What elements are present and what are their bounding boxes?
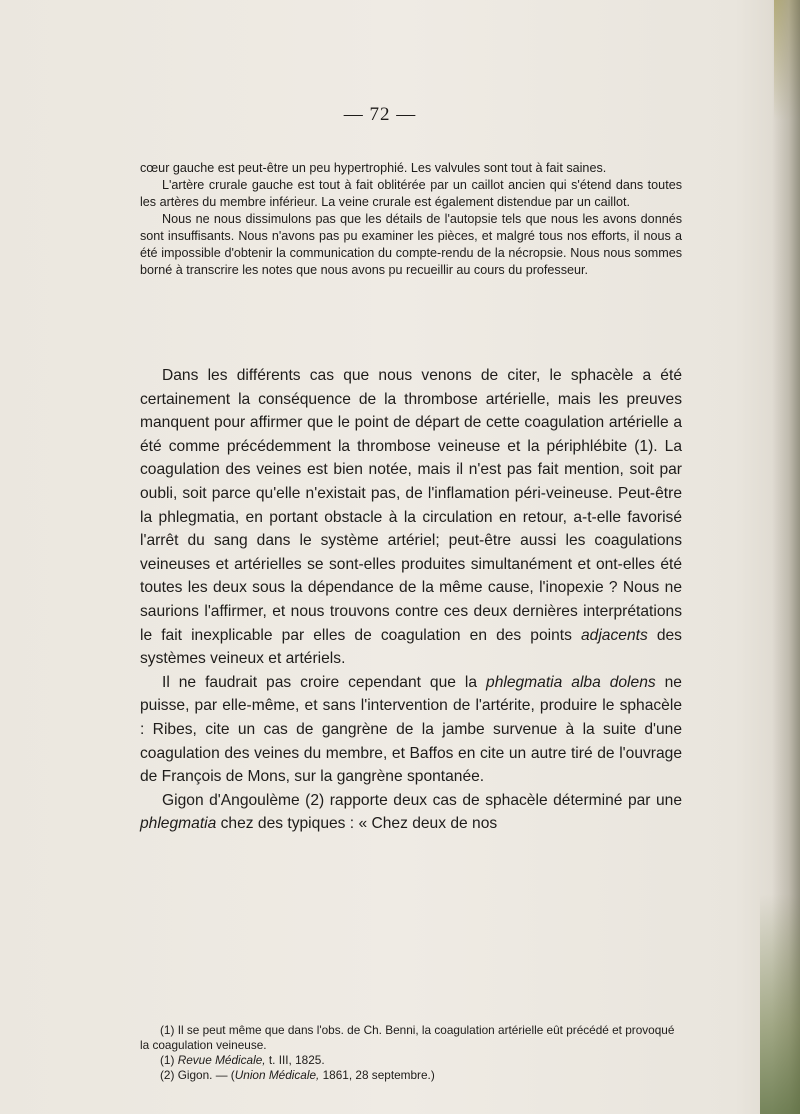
body-paragraph: Il ne faudrait pas croire cependant que la phlegmatia alba dolens ne puisse, par elle-même, et sans l'intervention de l'artérite, produire le sphacèle : Ribes, cite un cas de gangrène de la jambe survenue à la suite d'une coagulation des veines du membre, et Baffos en cite un autre tiré de l'ouvrage de François de Mons, sur la gangrène spontanée. [140, 673, 682, 786]
footnote: (1) Il se peut même que dans l'obs. de Ch. Benni, la coagulation artérielle eût précédé et provoqué la coagulation veineuse. [140, 1023, 675, 1052]
main-text [140, 364, 682, 836]
page-number: — 72 — [343, 104, 417, 125]
italic-term: phlegmatia alba dolens [486, 673, 656, 691]
page-stain-corner [760, 894, 800, 1114]
autopsy-paragraph: Nous ne nous dissimulons pas que les détails de l'autopsie tels que nous les avons donnés sont insuffisants. Nous n'avons pas pu examiner les pièces, et malgré tous nos efforts, il nous a été impossible d'obtenir la communication du compte-rendu de la nécropsie. Nous nous sommes borné à transcrire les notes que nous avons pu recueillir au cours du professeur. [140, 212, 682, 277]
autopsy-notes [140, 160, 682, 279]
footnotes [140, 1023, 682, 1083]
italic-term: phlegmatia [140, 815, 217, 833]
autopsy-paragraph: L'artère crurale gauche est tout à fait oblitérée par un caillot ancien qui s'étend dans toutes les artères du membre inférieur. La veine crurale est également distendue par un caillot. [140, 178, 682, 209]
italic-term: adjacents [581, 626, 648, 644]
body-paragraph: Gigon d'Angoulème (2) rapporte deux cas de sphacèle déterminé par une phlegmatia chez des typiques : « Chez deux de nos [140, 791, 682, 833]
autopsy-paragraph: cœur gauche est peut-être un peu hypertrophié. Les valvules sont tout à fait saines. [140, 161, 607, 175]
footnote: (2) Gigon. — (Union Médicale, 1861, 28 septembre.) [160, 1068, 435, 1082]
footnote: (1) Revue Médicale, t. III, 1825. [160, 1053, 325, 1067]
body-paragraph: Dans les différents cas que nous venons de citer, le sphacèle a été certainement la conséquence de la thrombose artérielle, mais les preuves manquent pour affirmer que le point de départ de cette coagulation artérielle a été comme précédemment la thrombose veineuse et la périphlébite (1). La coagulation des veines est bien notée, mais il n'est pas fait mention, soit par oubli, soit parce qu'elle n'existait pas, de l'inflamation péri-veineuse. Peut-être la phlegmatia, en portant obstacle à la circulation en retour, a-t-elle favorisé l'arrêt du sang dans le système artériel; peut-être aussi les coagulations veineuses et artérielles se sont-elles produites simultanément et ont-elles été toutes les deux sous la dépendance de la même cause, l'inopexie ? Nous ne saurions l'affirmer, et nous trouvons contre ces deux dernières interprétations le fait inexplicable par elles de coagulation en des points adjacents des systèmes veineux et artériels. [140, 367, 682, 668]
